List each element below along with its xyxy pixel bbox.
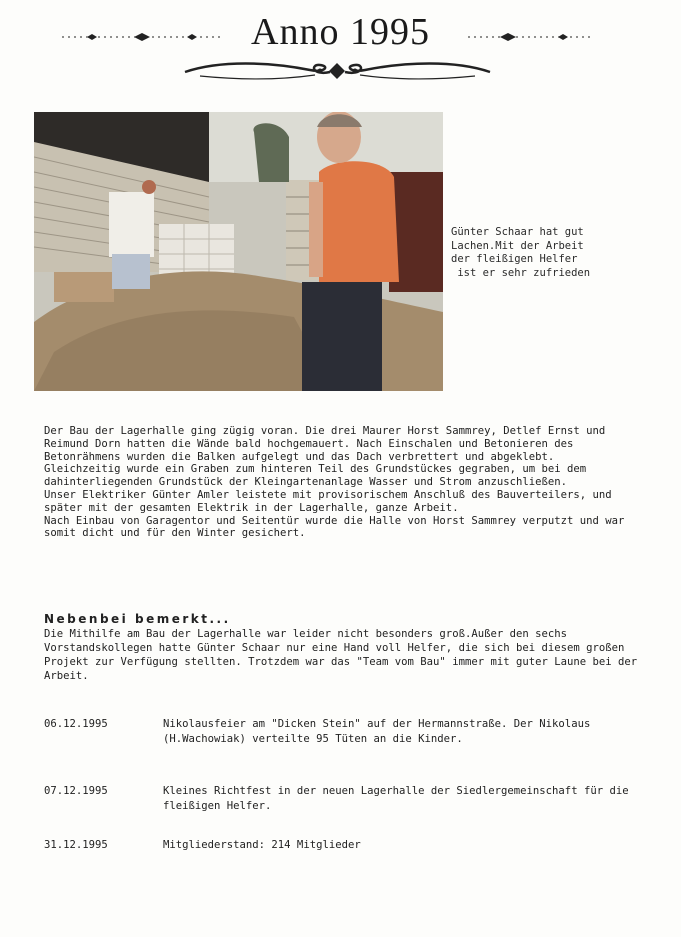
construction-report	[44, 425, 644, 540]
event-description: Mitgliederstand: 214 Mitglieder	[163, 839, 361, 851]
photo-caption: Günter Schaar hat gut Lachen.Mit der Arbeit der fleißigen Helfer ist er sehr zufrieden	[451, 226, 591, 279]
note-text: Die Mithilfe am Bau der Lagerhalle war leider nicht besonders groß.Außer den sechs Vorstandskollegen hatte Günter Schaar nur eine Hand voll Helfer, die sich bei diesem großen Projekt zur Verfügung stellten. Trotzdem war das "Team vom Bau" immer mit guter Laune bei der Arbeit.	[44, 628, 638, 682]
construction-photo	[34, 112, 443, 391]
event-description: Nikolausfeier am "Dicken Stein" auf der Hermannstraße. Der Nikolaus (H.Wachowiak) verteilte 95 Tüten an die Kinder.	[163, 718, 591, 745]
report-paragraph: Gleichzeitig wurde ein Graben zum hinteren Teil des Grundstückes gegraben, um bei dem dahinterliegenden Grundstück der Kleingartenanlage Wasser und Strom anzuschließen.	[44, 463, 587, 489]
report-paragraph: Unser Elektriker Günter Amler leistete mit provisorischem Anschluß des Bauverteilers, und später mit der gesamten Elektrik in der Lagerhalle, ganze Arbeit.	[44, 488, 612, 514]
ornament-flourish-icon	[180, 58, 495, 84]
event-description: Kleines Richtfest in der neuen Lagerhalle der Siedlergemeinschaft für die fleißigen Helfer.	[163, 785, 629, 812]
dotted-rule-right-icon	[468, 32, 593, 42]
page-title: Anno 1995	[251, 11, 430, 53]
report-paragraph: Der Bau der Lagerhalle ging zügig voran. Die drei Maurer Horst Sammrey, Detlef Ernst und Reimund Dorn hatten die Wände bald hochgemauert. Nach Einschalen und Betonieren des Betonrähmens wurden die Balken aufgelegt und das Dach verbrettert und abgeklebt.	[44, 425, 606, 463]
event-date: 07.12.1995	[44, 785, 108, 797]
note-heading: Nebenbei bemerkt...	[44, 612, 231, 626]
report-paragraph: Nach Einbau von Garagentor und Seitentür wurde die Halle von Horst Sammrey verputzt und war somit dicht und für den Winter gesichert.	[44, 514, 625, 540]
page-header	[0, 6, 681, 86]
event-date: 31.12.1995	[44, 839, 108, 851]
event-date: 06.12.1995	[44, 718, 108, 730]
